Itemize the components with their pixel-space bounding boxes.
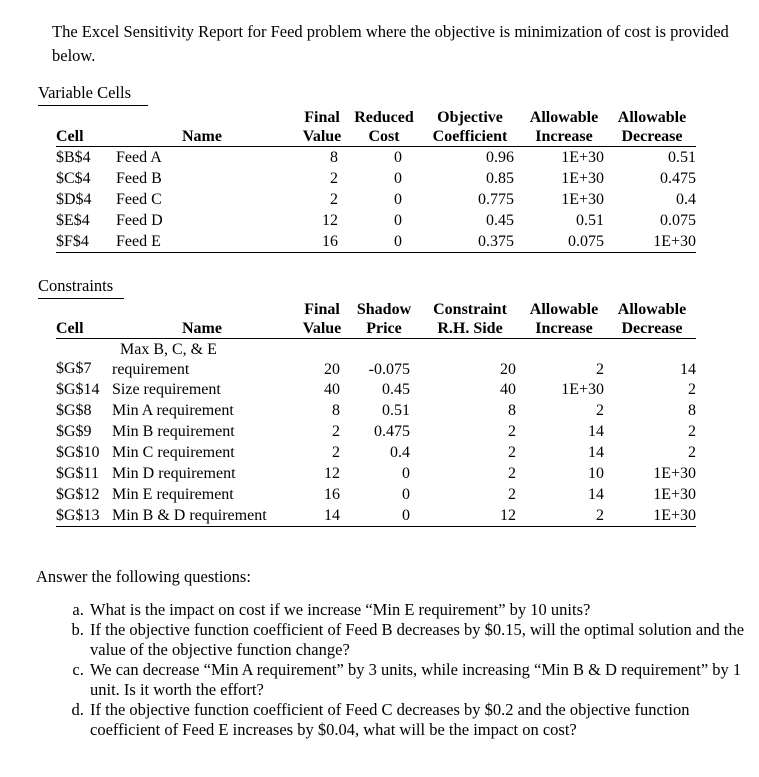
table-row bbox=[56, 400, 696, 421]
allowable-increase: 0.075 bbox=[568, 233, 604, 250]
cell-ref: $B$4 bbox=[56, 149, 91, 166]
header-shadow-price: Shadow Price bbox=[356, 301, 412, 337]
constraint-rh-side: 2 bbox=[508, 486, 516, 503]
cell-ref: $G$14 bbox=[56, 381, 100, 398]
cell-name: Feed E bbox=[116, 233, 161, 250]
cell-ref: $G$11 bbox=[56, 465, 99, 482]
cell-name: Min E requirement bbox=[112, 486, 234, 503]
shadow-price: 0 bbox=[402, 465, 410, 482]
cell-name: Feed C bbox=[116, 191, 162, 208]
objective-coefficient: 0.45 bbox=[486, 212, 514, 229]
allowable-decrease: 1E+30 bbox=[653, 233, 696, 250]
reduced-cost: 0 bbox=[394, 149, 402, 166]
cell-name: Min C requirement bbox=[112, 444, 235, 461]
shadow-price: 0.4 bbox=[390, 444, 410, 461]
reduced-cost: 0 bbox=[394, 191, 402, 208]
cell-ref: $C$4 bbox=[56, 170, 91, 187]
constraints-header-row bbox=[56, 300, 696, 339]
allowable-decrease: 14 bbox=[680, 361, 696, 378]
final-value: 16 bbox=[322, 233, 338, 250]
constraint-rh-side: 40 bbox=[500, 381, 516, 398]
allowable-increase: 14 bbox=[588, 486, 604, 503]
header-final-value: Final Value bbox=[302, 301, 342, 337]
cell-name: Feed B bbox=[116, 170, 162, 187]
table-row bbox=[56, 339, 696, 380]
cell-name: Feed D bbox=[116, 212, 163, 229]
allowable-increase: 10 bbox=[588, 465, 604, 482]
cell-name: Min D requirement bbox=[112, 465, 236, 482]
question-a: a. What is the impact on cost if we increase “Min E requirement” by 10 units? bbox=[88, 600, 748, 620]
final-value: 12 bbox=[322, 212, 338, 229]
cell-name: Max B, C, & E requirement bbox=[108, 339, 296, 380]
cell-ref: $G$12 bbox=[56, 486, 100, 503]
final-value: 2 bbox=[330, 170, 338, 187]
constraints-title: Constraints bbox=[38, 276, 114, 295]
header-constraint-rh-side: Constraint R.H. Side bbox=[433, 301, 507, 337]
allowable-increase: 2 bbox=[596, 361, 604, 378]
cell-ref: $G$7 bbox=[56, 360, 92, 377]
allowable-decrease: 0.4 bbox=[676, 191, 696, 208]
constraint-rh-side: 20 bbox=[500, 361, 516, 378]
question-b: b. If the objective function coefficient of Feed B decreases by $0.15, will the optimal solution and the value of the objective function change? bbox=[88, 620, 748, 660]
header-reduced-cost: Reduced Cost bbox=[354, 109, 414, 145]
table-row bbox=[56, 147, 696, 169]
shadow-price: 0 bbox=[402, 507, 410, 524]
table-row bbox=[56, 421, 696, 442]
cell-name: Min B & D requirement bbox=[112, 507, 267, 524]
allowable-decrease: 0.51 bbox=[668, 149, 696, 166]
allowable-decrease: 1E+30 bbox=[653, 465, 696, 482]
objective-coefficient: 0.96 bbox=[486, 149, 514, 166]
constraint-rh-side: 2 bbox=[508, 465, 516, 482]
allowable-increase: 2 bbox=[596, 402, 604, 419]
constraint-rh-side: 8 bbox=[508, 402, 516, 419]
cell-ref: $D$4 bbox=[56, 191, 92, 208]
objective-coefficient: 0.775 bbox=[478, 191, 514, 208]
header-final-value: Final Value bbox=[302, 109, 342, 145]
final-value: 40 bbox=[324, 381, 340, 398]
allowable-decrease: 1E+30 bbox=[653, 486, 696, 503]
allowable-increase: 2 bbox=[596, 507, 604, 524]
cell-name: Min A requirement bbox=[112, 402, 234, 419]
final-value: 2 bbox=[330, 191, 338, 208]
allowable-increase: 1E+30 bbox=[561, 381, 604, 398]
cell-ref: $F$4 bbox=[56, 233, 89, 250]
shadow-price: -0.075 bbox=[368, 361, 410, 378]
final-value: 2 bbox=[332, 423, 340, 440]
cell-ref: $G$8 bbox=[56, 402, 92, 419]
header-cell: Cell bbox=[56, 128, 84, 145]
cell-ref: $G$10 bbox=[56, 444, 100, 461]
header-name: Name bbox=[182, 128, 222, 145]
questions-heading: Answer the following questions: bbox=[36, 567, 251, 586]
final-value: 8 bbox=[332, 402, 340, 419]
constraint-rh-side: 12 bbox=[500, 507, 516, 524]
cell-name: Size requirement bbox=[112, 381, 221, 398]
table-row bbox=[56, 379, 696, 400]
constraint-rh-side: 2 bbox=[508, 444, 516, 461]
final-value: 16 bbox=[324, 486, 340, 503]
final-value: 8 bbox=[330, 149, 338, 166]
table-row bbox=[56, 484, 696, 505]
header-allowable-increase: Allowable Increase bbox=[529, 301, 599, 337]
shadow-price: 0.45 bbox=[382, 381, 410, 398]
question-c: c. We can decrease “Min A requirement” by 3 units, while increasing “Min B & D requirement” by 1 unit. Is it worth the effort? bbox=[88, 660, 748, 700]
cell-ref: $G$9 bbox=[56, 423, 92, 440]
objective-coefficient: 0.85 bbox=[486, 170, 514, 187]
variable-cells-title-underline bbox=[38, 105, 148, 106]
intro-text: The Excel Sensitivity Report for Feed problem where the objective is minimization of cost is provided below. bbox=[52, 22, 729, 65]
table-row bbox=[56, 168, 696, 189]
table-row bbox=[56, 442, 696, 463]
allowable-increase: 14 bbox=[588, 444, 604, 461]
constraints-title-underline bbox=[38, 298, 124, 299]
allowable-decrease: 1E+30 bbox=[653, 507, 696, 524]
cell-ref: $E$4 bbox=[56, 212, 90, 229]
header-allowable-increase: Allowable Increase bbox=[529, 109, 599, 145]
header-allowable-decrease: Allowable Decrease bbox=[617, 109, 687, 145]
header-allowable-decrease: Allowable Decrease bbox=[617, 301, 687, 337]
table-row bbox=[56, 505, 696, 527]
reduced-cost: 0 bbox=[394, 233, 402, 250]
final-value: 12 bbox=[324, 465, 340, 482]
variable-cells-header-row bbox=[56, 108, 696, 147]
constraint-rh-side: 2 bbox=[508, 423, 516, 440]
header-objective-coefficient: Objective Coefficient bbox=[432, 109, 508, 145]
table-row bbox=[56, 231, 696, 253]
reduced-cost: 0 bbox=[394, 212, 402, 229]
header-cell: Cell bbox=[56, 320, 84, 337]
allowable-decrease: 2 bbox=[688, 444, 696, 461]
final-value: 20 bbox=[324, 361, 340, 378]
reduced-cost: 0 bbox=[394, 170, 402, 187]
allowable-increase: 1E+30 bbox=[561, 149, 604, 166]
cell-name: Min B requirement bbox=[112, 423, 235, 440]
shadow-price: 0.51 bbox=[382, 402, 410, 419]
allowable-increase: 0.51 bbox=[576, 212, 604, 229]
allowable-decrease: 2 bbox=[688, 381, 696, 398]
allowable-decrease: 8 bbox=[688, 402, 696, 419]
objective-coefficient: 0.375 bbox=[478, 233, 514, 250]
variable-cells-title: Variable Cells bbox=[38, 83, 132, 102]
allowable-decrease: 2 bbox=[688, 423, 696, 440]
table-row bbox=[56, 189, 696, 210]
cell-ref: $G$13 bbox=[56, 507, 100, 524]
allowable-increase: 14 bbox=[588, 423, 604, 440]
allowable-decrease: 0.475 bbox=[660, 170, 696, 187]
allowable-increase: 1E+30 bbox=[561, 170, 604, 187]
allowable-increase: 1E+30 bbox=[561, 191, 604, 208]
header-name: Name bbox=[182, 320, 222, 337]
table-row bbox=[56, 210, 696, 231]
question-d: d. If the objective function coefficient of Feed C decreases by $0.2 and the objective function coefficient of Feed E increases by $0.04, what will be the impact on cost? bbox=[88, 700, 748, 740]
final-value: 2 bbox=[332, 444, 340, 461]
cell-name-line1: Max B, C, & E bbox=[120, 341, 217, 358]
constraints-table bbox=[56, 300, 696, 527]
allowable-decrease: 0.075 bbox=[660, 212, 696, 229]
shadow-price: 0.475 bbox=[374, 423, 410, 440]
table-row bbox=[56, 463, 696, 484]
shadow-price: 0 bbox=[402, 486, 410, 503]
variable-cells-table bbox=[56, 108, 696, 253]
question-list bbox=[60, 600, 748, 740]
final-value: 14 bbox=[324, 507, 340, 524]
cell-name: Feed A bbox=[116, 149, 162, 166]
